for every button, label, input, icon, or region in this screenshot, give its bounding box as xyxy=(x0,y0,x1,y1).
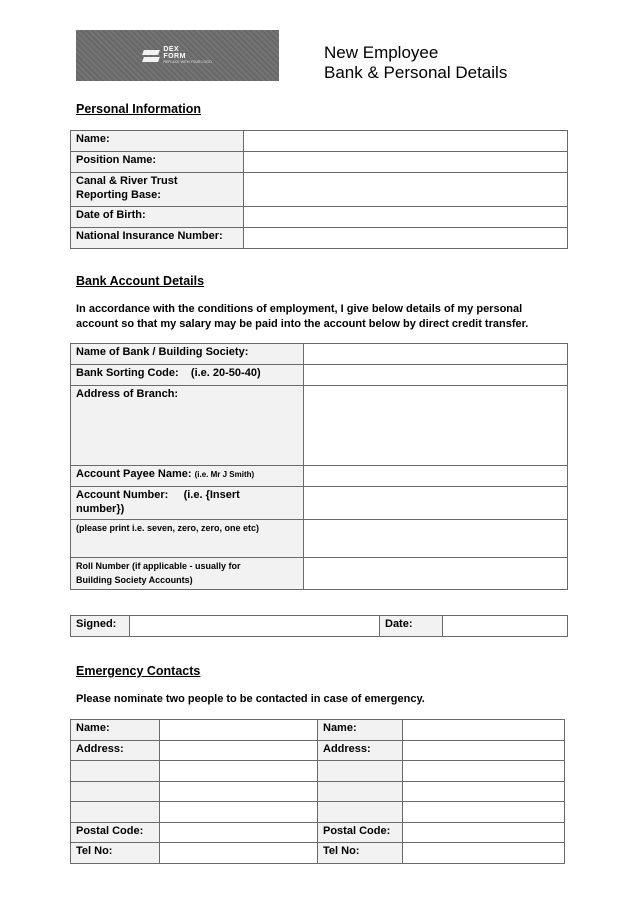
logo-name-line2: FORM xyxy=(163,53,186,61)
contact2-address-line-label xyxy=(318,802,403,823)
logo-name-line1: DEX xyxy=(163,46,180,54)
account-number-field[interactable] xyxy=(304,487,568,520)
table-row xyxy=(71,344,568,365)
document-title-line1: New Employee xyxy=(324,43,439,62)
logo-mark-icon xyxy=(143,49,159,63)
table-row xyxy=(71,822,565,843)
bank-name-field[interactable] xyxy=(304,344,568,365)
name-label: Name: xyxy=(71,131,244,152)
table-row xyxy=(71,228,568,249)
contact1-address-line-label xyxy=(71,781,160,802)
document-title xyxy=(324,43,507,83)
branch-address-label: Address of Branch: xyxy=(71,386,304,466)
table-row xyxy=(71,365,568,386)
table-row xyxy=(71,781,565,802)
contact1-address-line-label xyxy=(71,802,160,823)
position-field[interactable] xyxy=(244,152,568,173)
dob-field[interactable] xyxy=(244,207,568,228)
contact2-address-field[interactable] xyxy=(403,740,565,761)
table-row xyxy=(71,520,568,558)
payee-name-label: Account Payee Name: (i.e. Mr J Smith) xyxy=(71,466,304,487)
dob-label: Date of Birth: xyxy=(71,207,244,228)
table-row xyxy=(71,843,565,864)
reporting-base-label: Canal & River Trust Reporting Base: xyxy=(71,173,244,207)
contact1-address-line4-field[interactable] xyxy=(160,802,318,823)
sort-code-label: Bank Sorting Code: (i.e. 20-50-40) xyxy=(71,365,304,386)
roll-number-label: Roll Number (if applicable - usually for Building Society Accounts) xyxy=(71,558,304,590)
bank-details-heading: Bank Account Details xyxy=(76,274,205,288)
emergency-contacts-heading: Emergency Contacts xyxy=(76,664,201,678)
company-logo xyxy=(76,30,279,81)
logo-tagline: REPLACE WITH YOUR LOGO xyxy=(163,60,212,65)
contact1-postal-code-field[interactable] xyxy=(160,822,318,843)
contact1-name-field[interactable] xyxy=(160,720,318,741)
contact2-postal-code-label: Postal Code: xyxy=(318,822,403,843)
contact1-address-field[interactable] xyxy=(160,740,318,761)
contact1-address-line3-field[interactable] xyxy=(160,781,318,802)
personal-info-heading: Personal Information xyxy=(76,102,202,116)
signature-table xyxy=(70,615,568,637)
contact2-name-field[interactable] xyxy=(403,720,565,741)
table-row xyxy=(71,740,565,761)
signature-field[interactable] xyxy=(130,616,380,637)
table-row xyxy=(71,173,568,207)
bank-intro-text: In accordance with the conditions of employment, I give below details of my personal account so that my salary may be paid into the account below by direct credit transfer. xyxy=(76,303,529,330)
table-row xyxy=(71,616,568,637)
contact1-address-label: Address: xyxy=(71,740,160,761)
contact1-name-label: Name: xyxy=(71,720,160,741)
table-row xyxy=(71,802,565,823)
table-row xyxy=(71,761,565,782)
table-row xyxy=(71,152,568,173)
contact1-address-line2-field[interactable] xyxy=(160,761,318,782)
contact1-address-line-label xyxy=(71,761,160,782)
reporting-base-field[interactable] xyxy=(244,173,568,207)
ni-number-field[interactable] xyxy=(244,228,568,249)
account-number-label: Account Number: (i.e. {Insert number}) xyxy=(71,487,304,520)
contact2-address-line-label xyxy=(318,781,403,802)
account-number-words-field[interactable] xyxy=(304,520,568,558)
ni-number-label: National Insurance Number: xyxy=(71,228,244,249)
date-field[interactable] xyxy=(443,616,568,637)
contact2-tel-label: Tel No: xyxy=(318,843,403,864)
table-row xyxy=(71,207,568,228)
table-row xyxy=(71,487,568,520)
contact2-postal-code-field[interactable] xyxy=(403,822,565,843)
payee-name-field[interactable] xyxy=(304,466,568,487)
contact1-postal-code-label: Postal Code: xyxy=(71,822,160,843)
contact2-address-line-label xyxy=(318,761,403,782)
document-title-line2: Bank & Personal Details xyxy=(324,63,508,82)
emergency-intro-text: Please nominate two people to be contacted in case of emergency. xyxy=(76,693,425,705)
table-row xyxy=(71,131,568,152)
sort-code-field[interactable] xyxy=(304,365,568,386)
contact2-address-label: Address: xyxy=(318,740,403,761)
bank-details-table xyxy=(70,343,568,590)
roll-number-field[interactable] xyxy=(304,558,568,590)
contact1-tel-label: Tel No: xyxy=(71,843,160,864)
position-label: Position Name: xyxy=(71,152,244,173)
signed-label: Signed: xyxy=(71,616,130,637)
name-field[interactable] xyxy=(244,131,568,152)
branch-address-field[interactable] xyxy=(304,386,568,466)
bank-name-label: Name of Bank / Building Society: xyxy=(71,344,304,365)
contact1-tel-field[interactable] xyxy=(160,843,318,864)
contact2-address-line2-field[interactable] xyxy=(403,761,565,782)
contact2-address-line3-field[interactable] xyxy=(403,781,565,802)
date-label: Date: xyxy=(380,616,443,637)
table-row xyxy=(71,720,565,741)
table-row xyxy=(71,386,568,466)
personal-info-table xyxy=(70,130,568,249)
contact2-name-label: Name: xyxy=(318,720,403,741)
table-row xyxy=(71,466,568,487)
contact2-address-line4-field[interactable] xyxy=(403,802,565,823)
contact2-tel-field[interactable] xyxy=(403,843,565,864)
emergency-contacts-table xyxy=(70,719,565,864)
table-row xyxy=(71,558,568,590)
account-number-words-label: (please print i.e. seven, zero, zero, one etc) xyxy=(71,520,304,558)
